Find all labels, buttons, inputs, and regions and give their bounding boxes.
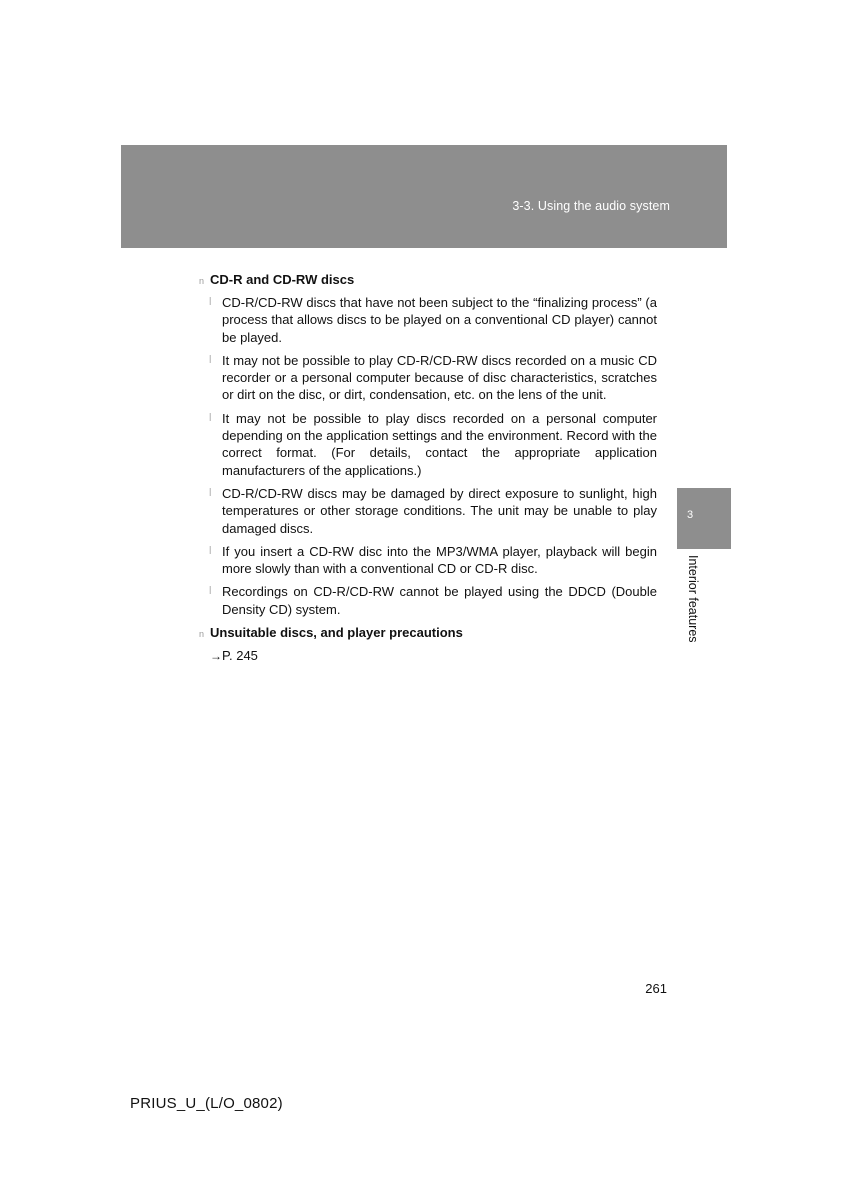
list-item (209, 485, 657, 537)
chapter-number: 3 (687, 509, 694, 521)
list-item (209, 352, 657, 404)
section-heading-cd-r (199, 271, 657, 288)
list-item-text: If you insert a CD-RW disc into the MP3/WMA player, playback will begin more slowly than with a conventional CD or CD-R disc. (222, 543, 657, 577)
list-item-text: It may not be possible to play CD-R/CD-RW discs recorded on a music CD recorder or a personal computer because of disc characteristics, scratches or dirt on the disc, or dirt, condensation, etc. on the lens of the unit. (222, 352, 657, 403)
bullet-icon: l (209, 296, 212, 308)
list-item-text: Recordings on CD-R/CD-RW cannot be played using the DDCD (Double Density CD) system. (222, 584, 657, 617)
chapter-label: Interior features (686, 555, 700, 643)
bullet-icon: l (209, 544, 212, 557)
list-item-text: It may not be possible to play discs recorded on a personal computer depending on the application settings and the environment. Record with the correct format. (For details, contact the appropriate application manufacturers of the applications.) (222, 410, 657, 478)
list-item (209, 294, 657, 346)
square-bullet-icon: n (199, 276, 205, 286)
section-title: CD-R and CD-RW discs (210, 272, 355, 287)
list-item (209, 583, 657, 618)
section-header-title: 3-3. Using the audio system (512, 199, 670, 213)
square-bullet-icon: n (199, 629, 205, 640)
bullet-icon: l (209, 585, 212, 598)
section-title: Unsuitable discs, and player precautions (210, 625, 463, 641)
bullet-icon: l (209, 353, 212, 366)
chapter-tab (677, 488, 731, 549)
list-item (209, 543, 657, 578)
bullet-icon: l (209, 486, 212, 499)
section-heading-unsuitable-discs (199, 624, 657, 641)
list-item-text: CD-R/CD-RW discs may be damaged by direct exposure to sunlight, high temperatures or other storage conditions. The unit may be unable to play damaged discs. (222, 485, 657, 536)
header-band (121, 145, 727, 248)
page-reference[interactable] (210, 647, 657, 665)
page-number: 261 (645, 981, 667, 996)
cd-r-notes-list (199, 294, 657, 618)
page-reference-text: P. 245 (222, 648, 258, 664)
list-item (209, 410, 657, 479)
arrow-right-icon: → (210, 649, 222, 664)
page-content (199, 271, 657, 665)
footer-document-code: PRIUS_U_(L/O_0802) (130, 1095, 283, 1112)
bullet-icon: l (209, 411, 212, 424)
list-item-text: CD-R/CD-RW discs that have not been subject to the “finalizing process” (a process that allows discs to be played on a conventional CD player) cannot be played. (222, 295, 657, 345)
